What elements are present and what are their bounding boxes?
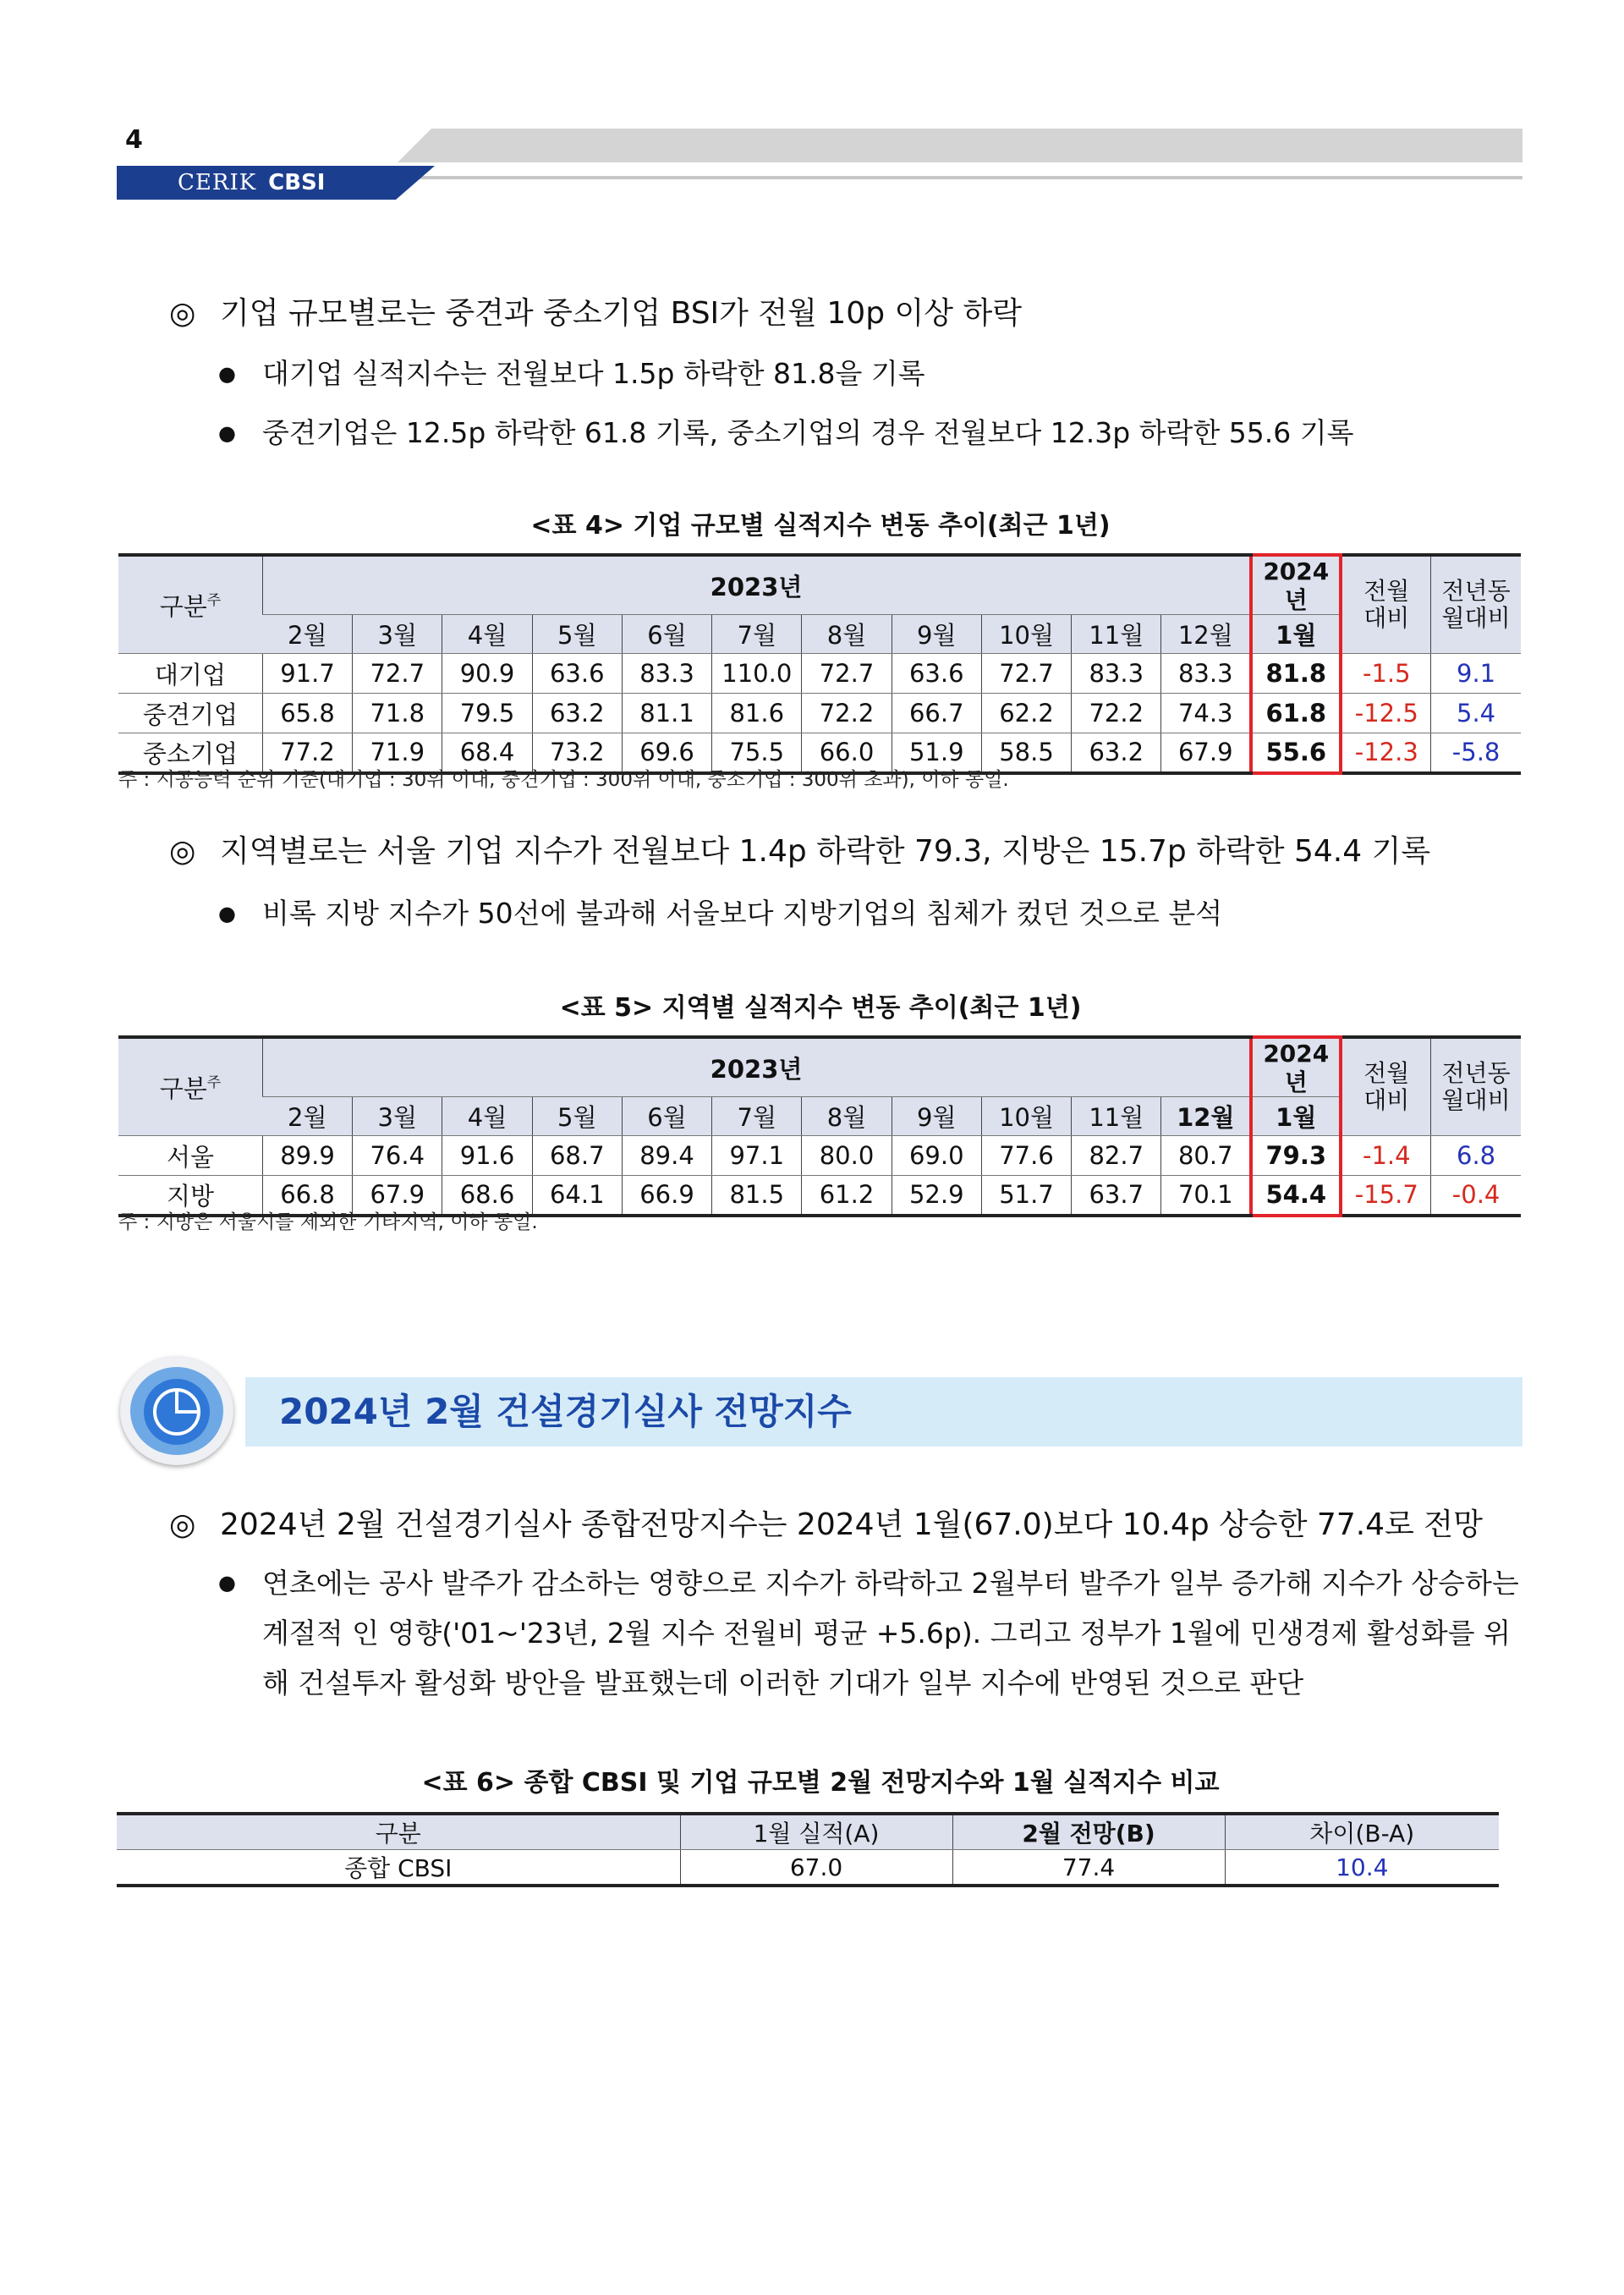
cell: 67.9	[1161, 733, 1251, 773]
cell: 63.7	[1072, 1176, 1161, 1216]
diff-cell: 10.4	[1225, 1850, 1499, 1886]
cell: 72.7	[353, 654, 442, 694]
table5-month-header: 8월	[802, 1097, 892, 1136]
table5-month-header: 10월	[981, 1097, 1071, 1136]
section2-headline-text: 지역별로는 서울 기업 지수가 전월보다 1.4p 하락한 79.3, 지방은 15.7p 하락한 54.4 기록	[220, 834, 1431, 869]
cell: 63.2	[532, 694, 622, 733]
actual-cell: 67.0	[680, 1850, 952, 1886]
table5-note: 주 : 지방은 서울시를 제외한 기타지역, 이하 동일.	[118, 1211, 538, 1233]
section1-headline	[169, 289, 1022, 332]
bullet-icon: ●	[218, 421, 236, 445]
cell: 110.0	[712, 654, 802, 694]
table5-header-mom: 전월 대비	[1341, 1037, 1430, 1136]
table4-header-group: 구분$^주$	[118, 555, 262, 654]
yoy-cell: -0.4	[1431, 1176, 1521, 1216]
cell: 63.6	[532, 654, 622, 694]
brand-logo-tail	[396, 166, 435, 200]
table4-current-month-header: 1월	[1251, 615, 1341, 654]
cell: 80.7	[1161, 1136, 1251, 1176]
yoy-cell: 6.8	[1431, 1136, 1521, 1176]
table6-header-diff: 차이(B-A)	[1225, 1814, 1499, 1850]
row-label: 종합 CBSI	[117, 1850, 680, 1886]
cell: 91.7	[262, 654, 352, 694]
table4-note: 주 : 시공능력 순위 기준(대기업 : 30위 이내, 중견기업 : 300위 이내, 중소기업 : 300위 초과), 이하 동일.	[118, 769, 1009, 791]
table4-header-yoy: 전년동 월대비	[1431, 555, 1521, 654]
table4-month-header: 4월	[442, 615, 532, 654]
cell: 75.5	[712, 733, 802, 773]
table5-month-header: 2월	[262, 1097, 352, 1136]
mom-cell: -12.5	[1341, 694, 1430, 733]
cell: 83.3	[622, 654, 711, 694]
table5-header-year-2024: 2024년	[1251, 1037, 1341, 1097]
table4-month-header: 11월	[1072, 615, 1161, 654]
cell: 71.9	[353, 733, 442, 773]
header-gray-bar	[431, 129, 1522, 162]
double-circle-icon: ◎	[169, 296, 196, 331]
row-label: 지방	[118, 1176, 262, 1216]
cell: 67.9	[353, 1176, 442, 1216]
cell: 82.7	[1072, 1136, 1161, 1176]
section3-headline-text: 2024년 2월 건설경기실사 종합전망지수는 2024년 1월(67.0)보다 10.4p 상승한 77.4로 전망	[220, 1507, 1483, 1542]
cell: 72.2	[802, 694, 892, 733]
section2-bullet-1	[218, 892, 1222, 931]
table4-month-header: 2월	[262, 615, 352, 654]
table6	[117, 1812, 1499, 1887]
section3-bullet-1	[218, 1558, 1524, 1708]
cell: 69.6	[622, 733, 711, 773]
table6-header-category: 구분	[117, 1814, 680, 1850]
current-cell: 81.8	[1251, 654, 1341, 694]
outlook-cell: 77.4	[952, 1850, 1225, 1886]
table4-month-header: 5월	[532, 615, 622, 654]
section1-bullet-2-text: 중견기업은 12.5p 하락한 61.8 기록, 중소기업의 경우 전월보다 12.3p 하락한 55.6 기록	[262, 416, 1354, 449]
table4-month-header: 7월	[712, 615, 802, 654]
row-label: 서울	[118, 1136, 262, 1176]
cell: 66.8	[262, 1176, 352, 1216]
table4-month-header: 6월	[622, 615, 711, 654]
cell: 77.6	[981, 1136, 1071, 1176]
table4-header-year-2023: 2023년	[262, 555, 1251, 615]
table6-header-actual: 1월 실적(A)	[680, 1814, 952, 1850]
table4-month-header: 3월	[353, 615, 442, 654]
row-label: 대기업	[118, 654, 262, 694]
mom-cell: -1.5	[1341, 654, 1430, 694]
table5-month-header: 12월	[1161, 1097, 1251, 1136]
table5-month-header: 4월	[442, 1097, 532, 1136]
cell: 65.8	[262, 694, 352, 733]
cell: 77.2	[262, 733, 352, 773]
cell: 68.6	[442, 1176, 532, 1216]
cell: 63.2	[1072, 733, 1161, 773]
cell: 81.1	[622, 694, 711, 733]
cell: 66.9	[622, 1176, 711, 1216]
cell: 74.3	[1161, 694, 1251, 733]
banner-title: 2024년 2월 건설경기실사 전망지수	[279, 1391, 852, 1432]
cell: 89.4	[622, 1136, 711, 1176]
current-cell: 55.6	[1251, 733, 1341, 773]
cell: 73.2	[532, 733, 622, 773]
table4-header-mom: 전월 대비	[1341, 555, 1430, 654]
section1-headline-text: 기업 규모별로는 중견과 중소기업 BSI가 전월 10p 이상 하락	[220, 296, 1023, 331]
brand-logo	[117, 166, 396, 200]
mom-cell: -1.4	[1341, 1136, 1430, 1176]
table5-caption: <표 5> 지역별 실적지수 변동 추이(최근 1년)	[559, 993, 1082, 1023]
cell: 71.8	[353, 694, 442, 733]
cell: 61.2	[802, 1176, 892, 1216]
table5-month-header: 11월	[1072, 1097, 1161, 1136]
yoy-cell: 9.1	[1431, 654, 1521, 694]
table-row	[118, 654, 1521, 694]
cell: 52.9	[892, 1176, 981, 1216]
section3-bullet-1-text: 연초에는 공사 발주가 감소하는 영향으로 지수가 하락하고 2월부터 발주가 일부 증가해 지수가 상승하는 계절적 인 영향('01~'23년, 2월 지수 전월비 평균 +5.6p). 그리고 정부가 1월에 민생경제 활성화를 위해 건설투자 활성화 방안을 발표했는데 이러한 기대가 일부 지수에 반영된 것으로 판단	[262, 1567, 1519, 1699]
cell: 69.0	[892, 1136, 981, 1176]
table-row	[117, 1850, 1499, 1886]
table4-month-header: 8월	[802, 615, 892, 654]
cell: 91.6	[442, 1136, 532, 1176]
cell: 81.6	[712, 694, 802, 733]
cell: 66.0	[802, 733, 892, 773]
table5-month-header: 9월	[892, 1097, 981, 1136]
table-row	[118, 694, 1521, 733]
table5-month-header: 3월	[353, 1097, 442, 1136]
section2-headline	[169, 827, 1430, 870]
page-number: 4	[125, 125, 143, 155]
table5-month-header: 6월	[622, 1097, 711, 1136]
row-label: 중소기업	[118, 733, 262, 773]
table6-header-outlook: 2월 전망(B)	[952, 1814, 1225, 1850]
cell: 62.2	[981, 694, 1071, 733]
cell: 89.9	[262, 1136, 352, 1176]
cell: 68.7	[532, 1136, 622, 1176]
table5-month-header: 5월	[532, 1097, 622, 1136]
table4-month-header: 12월	[1161, 615, 1251, 654]
table4	[118, 553, 1521, 775]
cell: 68.4	[442, 733, 532, 773]
table5-month-header: 7월	[712, 1097, 802, 1136]
cell: 66.7	[892, 694, 981, 733]
cell: 64.1	[532, 1176, 622, 1216]
cell: 58.5	[981, 733, 1071, 773]
table5	[118, 1035, 1521, 1217]
double-circle-icon: ◎	[169, 1507, 196, 1542]
mom-cell: -15.7	[1341, 1176, 1430, 1216]
cell: 79.5	[442, 694, 532, 733]
cell: 63.6	[892, 654, 981, 694]
table4-month-header: 9월	[892, 615, 981, 654]
double-circle-icon: ◎	[169, 834, 196, 869]
section2-bullet-1-text: 비록 지방 지수가 50선에 불과해 서울보다 지방기업의 침체가 컸던 것으로 분석	[262, 897, 1223, 930]
cell: 70.1	[1161, 1176, 1251, 1216]
section1-bullet-1-text: 대기업 실적지수는 전월보다 1.5p 하락한 81.8을 기록	[262, 357, 925, 390]
mom-cell: -12.3	[1341, 733, 1430, 773]
cell: 72.7	[981, 654, 1071, 694]
section3-headline	[169, 1501, 1483, 1544]
yoy-cell: -5.8	[1431, 733, 1521, 773]
table5-header-yoy: 전년동 월대비	[1431, 1037, 1521, 1136]
current-cell: 79.3	[1251, 1136, 1341, 1176]
yoy-cell: 5.4	[1431, 694, 1521, 733]
cell: 83.3	[1161, 654, 1251, 694]
bullet-icon: ●	[218, 902, 236, 925]
cell: 97.1	[712, 1136, 802, 1176]
cell: 81.5	[712, 1176, 802, 1216]
bullet-icon: ●	[218, 362, 236, 386]
table4-header-year-2024: 2024년	[1251, 555, 1341, 615]
table4-month-header: 10월	[981, 615, 1071, 654]
cell: 90.9	[442, 654, 532, 694]
cell: 80.0	[802, 1136, 892, 1176]
current-cell: 54.4	[1251, 1176, 1341, 1216]
table6-caption: <표 6> 종합 CBSI 및 기업 규모별 2월 전망지수와 1월 실적지수 비교	[421, 1768, 1220, 1798]
cell: 83.3	[1072, 654, 1161, 694]
section1-bullet-2	[218, 411, 1354, 451]
table5-current-month-header: 1월	[1251, 1097, 1341, 1136]
header-diagonal	[398, 129, 431, 162]
table4-caption: <표 4> 기업 규모별 실적지수 변동 추이(최근 1년)	[530, 511, 1111, 541]
table-row	[118, 1136, 1521, 1176]
table5-header-group: 구분$^주$	[118, 1037, 262, 1136]
current-cell: 61.8	[1251, 694, 1341, 733]
bullet-icon: ●	[218, 1571, 236, 1595]
cell: 72.7	[802, 654, 892, 694]
cell: 76.4	[353, 1136, 442, 1176]
cell: 51.9	[892, 733, 981, 773]
row-label: 중견기업	[118, 694, 262, 733]
cell: 51.7	[981, 1176, 1071, 1216]
section1-bullet-1	[218, 352, 925, 392]
cell: 72.2	[1072, 694, 1161, 733]
brand-cerik: CERIK	[178, 170, 257, 195]
pie-chart-icon	[142, 1377, 211, 1447]
brand-cbsi: CBSI	[268, 170, 326, 195]
table5-header-year-2023: 2023년	[262, 1037, 1251, 1097]
